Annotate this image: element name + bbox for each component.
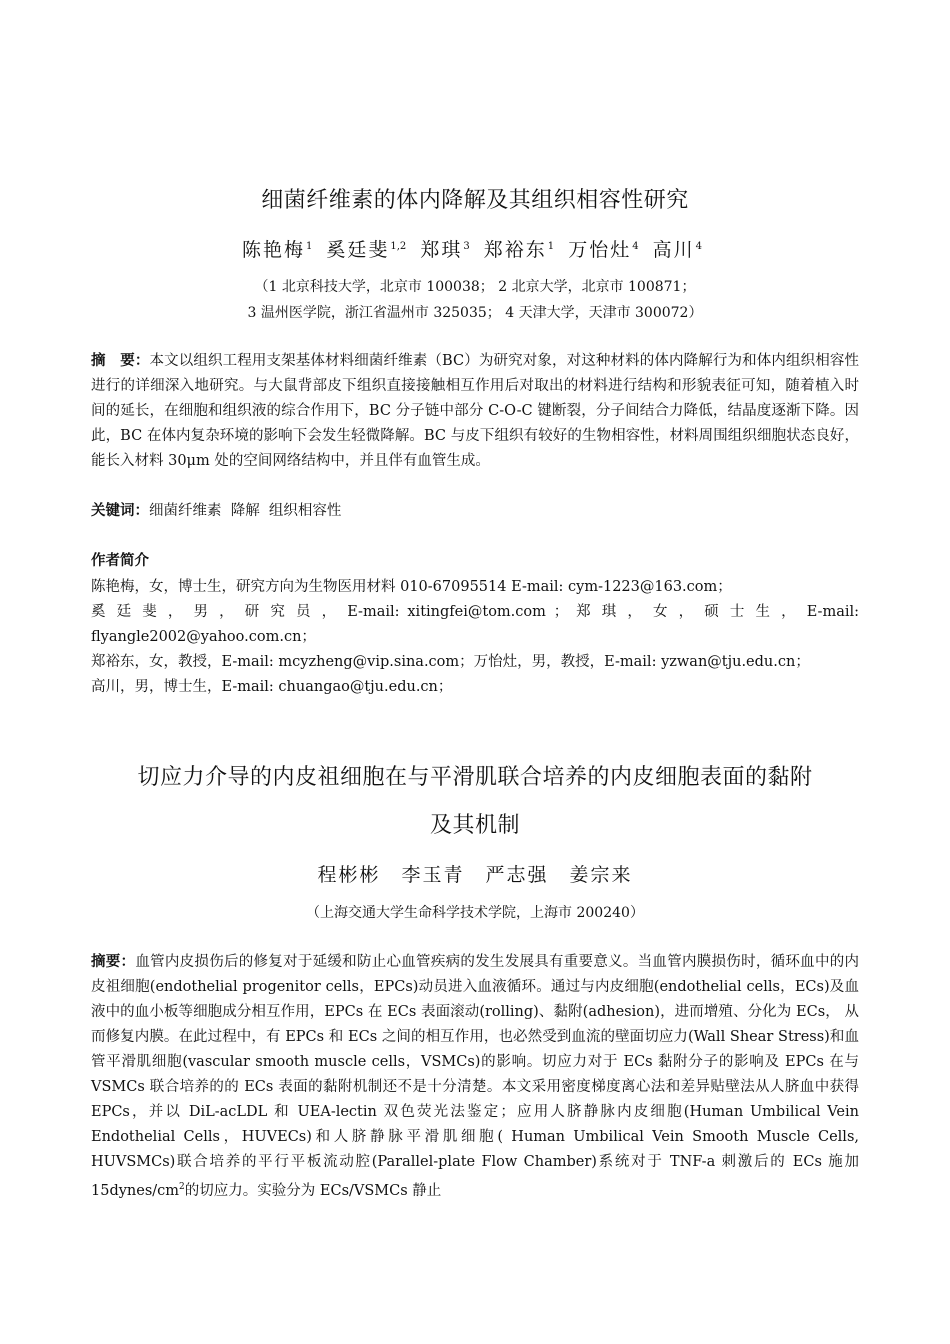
author-affiliation-mark: 1,2	[390, 240, 407, 252]
abstract-label: 摘要：	[91, 954, 136, 970]
paper2-title-line1: 切应力介导的内皮祖细胞在与平滑肌联合培养的内皮细胞表面的黏附	[137, 765, 813, 790]
affiliation-line: （1 北京科技大学，北京市 100038； 2 北京大学，北京市 100871；	[254, 279, 696, 295]
bio-line: 高川，男，博士生，E-mail: chuangao@tju.edu.cn；	[91, 679, 453, 695]
paper1-title: 细菌纤维素的体内降解及其组织相容性研究	[261, 188, 689, 213]
abstract-text: 血管内皮损伤后的修复对于延缓和防止心血管疾病的发生发展具有重要意义。当血管内膜损伤时，循环血中的内皮祖细胞(endothelial progenitor cells，EPCs)动员进入血液循环。通过与内皮细胞(endothelial cells，ECs)及血液中的血小板等细胞成分相互作用，EPCs 在 ECs 表面滚动(rolling)、黏附(adhesion)，进而增殖、分化为 ECs， 从而修复内膜。在此过程中，有 EPCs 和 ECs 之间的相互作用，也必然受到血流的壁面切应力(Wall Shear Stress)和血管平滑肌细胞(vascular smooth muscle cells，VSMCs)的影响。切应力对于 ECs 黏附分子的影响及 EPCs 在与 VSMCs 联合培养的的 ECs 表面的黏附机制还不是十分清楚。本文采用密度梯度离心法和差异贴壁法从人脐血中获得 EPCs，并以 DiL-acLDL 和 UEA-lectin 双色荧光法鉴定；应用人脐静脉内皮细胞(Human Umbilical Vein Endothelial Cells，HUVECs)和人脐静脉平滑肌细胞( Human Umbilical Vein Smooth Muscle Cells, HUVSMCs)联合培养的平行平板流动腔(Parallel-plate Flow Chamber)系统对于 TNF-a 刺激后的 ECs 施加 15dynes/cm	[91, 954, 860, 1199]
author-name: 万怡灶	[568, 239, 632, 261]
abstract-text-continued: 的切应力。实验分为 ECs/VSMCs 静止	[184, 1182, 442, 1199]
author-affiliation-mark: 4	[695, 240, 703, 252]
paper1-abstract	[91, 349, 859, 474]
author-bios	[91, 575, 859, 700]
author-affiliation-mark: 1	[305, 240, 313, 252]
bio-line: 郑裕东，女，教授，E-mail: mcyzheng@vip.sina.com；万怡灶，男，教授，E-mail: yzwan@tju.edu.cn；	[91, 654, 810, 670]
affiliation-line: 3 温州医学院，浙江省温州市 325035； 4 天津大学，天津市 300072）	[247, 305, 703, 321]
superscript-exponent: 2	[179, 1182, 185, 1192]
paper2-abstract	[91, 950, 859, 1204]
paper2-title-line2: 及其机制	[429, 813, 520, 838]
author-name: 郑琪	[420, 239, 463, 261]
paper1-keywords	[91, 499, 859, 524]
keywords-text: 细菌纤维素 降解 组织相容性	[149, 503, 342, 519]
author-name: 奚廷斐	[326, 239, 390, 261]
author-name: 陈艳梅	[241, 239, 305, 261]
paper2-affiliation: （上海交通大学生命科学技术学院，上海市 200240）	[306, 905, 644, 921]
author-affiliation-mark: 3	[463, 240, 470, 252]
paper1-authors	[0, 235, 950, 262]
bio-line: 陈艳梅，女，博士生，研究方向为生物医用材料 010-67095514 E-mail: cym-1223@163.com；	[91, 579, 732, 595]
author-affiliation-mark: 1	[547, 240, 555, 252]
bio-line: flyangle2002@yahoo.com.cn；	[91, 629, 316, 645]
author-name: 高川	[652, 239, 695, 261]
paper2-authors: 程彬彬 李玉青 严志强 姜宗来	[317, 864, 633, 886]
author-affiliation-mark: 4	[632, 240, 639, 252]
abstract-text: 本文以组织工程用支架基体材料细菌纤维素（BC）为研究对象，对这种材料的体内降解行为和体内组织相容性进行的详细深入地研究。与大鼠背部皮下组织直接接触相互作用后对取出的材料进行结构和形貌表征可知，随着植入时间的延长，在细胞和组织液的综合作用下，BC 分子链中部分 C-O-C 键断裂，分子间结合力降低，结晶度逐渐下降。因此，BC 在体内复杂环境的影响下会发生轻微降解。BC 与皮下组织有较好的生物相容性，材料周围组织细胞状态良好，能长入材料 30μm 处的空间网络结构中，并且伴有血管生成。	[91, 353, 860, 469]
bio-heading: 作者简介	[91, 553, 149, 569]
keywords-label: 关键词：	[91, 503, 149, 519]
abstract-label: 摘 要：	[91, 353, 150, 369]
bio-line: 奚 廷 斐 ， 男 ， 研 究 员 ， E-mail: xitingfei@tom.com ； 郑 琪 ， 女 ， 硕 士 生 ， E-mail:	[91, 604, 859, 620]
paper1-affiliations	[0, 274, 950, 326]
author-name: 郑裕东	[483, 239, 547, 261]
